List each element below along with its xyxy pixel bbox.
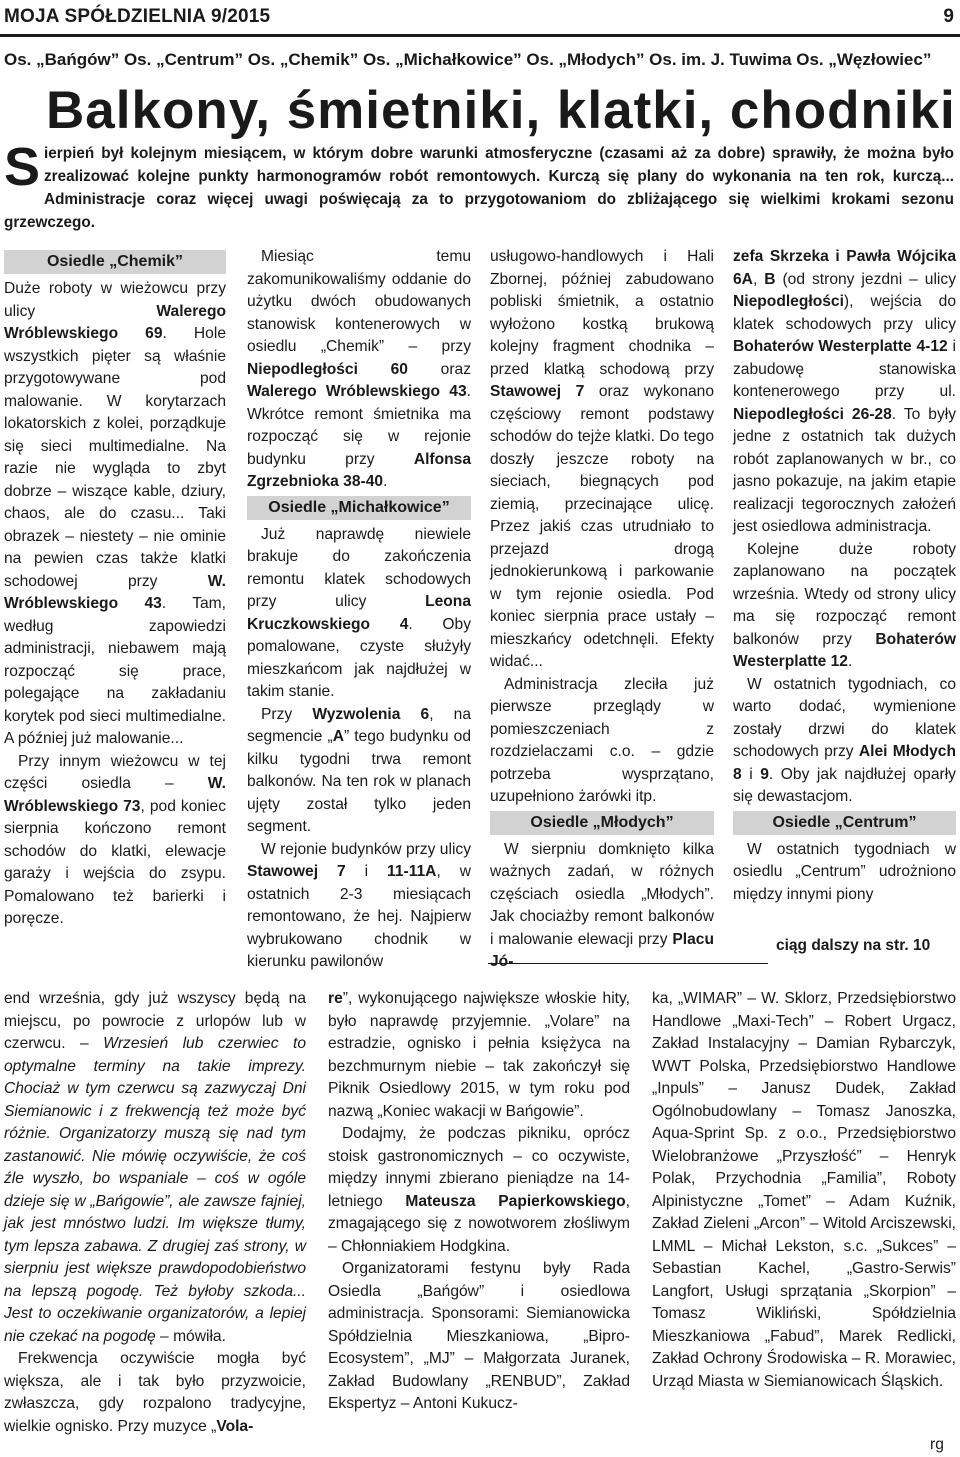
paragraph: end września, gdy już wszyscy będą na miejscu, po powrocie z urlopów lub w czerwcu. – Wrzesień lub czerwiec to optymalne terminy na takie imprezy. Chociaż w tym czerwcu są zazwyczaj Dni Siemianowic i z frekwencją też może być różnie. Organizatorzy muszą się nad tym zastanowić. Nie mówię oczywiście, że coś źle wyszło, bo wspaniale – coś w ogóle dzieje się w „Bańgowie”, ale zawsze fajniej, jak jest mnóstwo ludzi. Im większe tłumy, tym lepsza zabawa. Z drugiej zaś strony, w sierpniu jest większe prawdopodobieństwo na lepszą pogodę. Też byłoby szkoda... Jest to oczekiwanie organizatorów, a lepiej nie czekać na pogodę – mówiła. — [4, 990, 306, 1345]
paragraph: Administracja zleciła już pierwsze przeglądy w pomieszczeniach z rozdzielaczami c.o. – gdzie potrzeba wysprzątano, uzupełniono żarówki itp. — [490, 675, 714, 805]
column-1 — [4, 248, 226, 931]
drop-cap: S — [4, 137, 41, 197]
continued-note: ciąg dalszy na str. 10 — [776, 937, 931, 954]
bottom-column-1 — [4, 988, 306, 1438]
estates-list: Os. „Bańgów” Os. „Centrum” Os. „Chemik” Os. „Michałkowice” Os. „Młodych” Os. im. J. Tuwima Os. „Węzłowiec” — [4, 50, 932, 69]
paragraph: W rejonie budynków przy ulicy Stawowej 7 i 11-11A, w ostatnich 2-3 miesiącach remontowano, że hej. Najpierw wybrukowano chodnik w kierunku pawilonów — [247, 840, 471, 970]
paragraph: Dodajmy, że podczas pikniku, oprócz stoisk gastronomicznych – co oczywiste, między innymi zbierano pieniądze na 14-letniego Mateusza Papierkowskiego, zmagającego się z nowotworem złośliwym – Chłonniakiem Hodgkina. — [328, 1125, 630, 1255]
section-heading-chemik: Osiedle „Chemik” — [4, 250, 226, 274]
paragraph: Już naprawdę niewiele brakuje do zakończenia remontu klatek schodowych przy ulicy Leona Kruczkowskiego 4. Oby pomalowane, czyste służyły mieszkańcom jak najdłużej w takim stanie. — [247, 525, 472, 700]
paragraph: usługowo-handlowych i Hali Zbornej, później zabudowano pobliski śmietnik, a ostatnio wyłożono kostką brukową kolejny fragment chodnika – przed klatką schodową przy Stawowej 7 oraz wykonano częściowy remont podstawy schodów do tejże klatki. Do tego doszły jeszcze roboty na sieciach, biegnących pod ziemią, przecinające ulicę. Przez jakiś czas utrudniało to przejazd drogą jednokierunkową i parkowanie w tym rejonie osiedla. Pod koniec sierpnia prace ustały – mieszkańcy odetchnęli. Efekty widać... — [490, 248, 715, 670]
paragraph: zefa Skrzeka i Pawła Wójcika 6A, B (od strony jezdni – ulicy Niepodległości), wejścia do klatek schodowych przy ulicy Bohaterów Westerplatte 4-12 i zabudowę stanowiska kontenerowego przy ul. Niepodległości 26-28. To były jedne z ostatnich tak dużych robót zaplanowanych w br., co jasno pokazuje, na jakim etapie realizacji tegorocznych założeń jest osiedlowa administracja. — [733, 248, 956, 535]
section-heading-mlodych: Osiedle „Młodych” — [490, 811, 714, 835]
paragraph: W ostatnich tygodniach, co warto dodać, wymienione zostały drzwi do klatek schodowych przy Alei Młodych 8 i 9. Oby jak najdłużej oparły się dewastacjom. — [733, 675, 956, 805]
magazine-title: MOJA SPÓŁDZIELNIA 9/2015 — [4, 6, 271, 27]
paragraph: W ostatnich tygodniach w osiedlu „Centrum” udrożniono między innymi piony — [733, 840, 956, 903]
bottom-column-2 — [328, 988, 630, 1416]
article-headline: Balkony, śmietniki, klatki, chodniki — [46, 81, 956, 140]
column-3 — [490, 246, 714, 974]
lead-text: ierpień był kolejnym miesiącem, w którym dobre warunki atmosferyczne (czasami aż za dobre) sprawiły, że można było zrealizować kolejne punkty harmonogramów robót remontowych. Kurczą się plany do wykonania na ten rok, kurczą... Administracje coraz więcej uwagi poświęcają za to przygotowaniom do zbliżającego się wielkimi krokami sezonu grzewczego. — [4, 145, 954, 231]
paragraph: Organizatorami festynu były Rada Osiedla „Bańgów” i osiedlowa administracja. Sponsorami: Siemianowicka Spółdzielnia Mieszkaniowa, „Bipro-Ecosystem”, „MJ” – Małgorzata Juranek, Zakład Budowlany „RENBUD”, Zakład Ekspertyz – Antoni Kukucz- — [328, 1260, 630, 1412]
page-header — [0, 0, 960, 37]
section-heading-michalkowice: Osiedle „Michałkowice” — [247, 496, 471, 520]
paragraph: Duże roboty w wieżowcu przy ulicy Walerego Wróblewskiego 69. Hole wszystkich pięter są właśnie przygotowywane pod malowanie. W korytarzach lokatorskich z kolei, porządkuje się sieci multimedialne. Na razie nie wygląda to zbyt dobrze – wiszące kable, dziury, chaos, ale do czasu... Taki obrazek – niestety – nie ominie na pewien czas także klatki schodowej przy W. Wróblewskiego 43. Tam, według zapowiedzi administracji, niebawem mają rozpocząć się prace, polegające na zakładaniu korytek pod sieci multimedialne. A później już malowanie... — [4, 280, 226, 747]
paragraph: Miesiąc temu zakomunikowaliśmy oddanie do użytku dwóch obudowanych stanowisk kontenerowych w osiedlu „Chemik” – przy Niepodległości 60 oraz Walerego Wróblewskiego 43. Wkrótce remont śmietnika ma rozpocząć się w rejonie budynku przy Alfonsa Zgrzebnioka 38-40. — [247, 248, 471, 490]
author-signature: rg — [930, 1436, 944, 1453]
paragraph: Frekwencja oczywiście mogła być większa, ale i tak było przyzwoicie, zwłaszcza, gdy rozpalono tradycyjne, wielkie ognisko. Przy muzyce „Vola- — [4, 1350, 306, 1435]
paragraph: W sierpniu domknięto kilka ważnych zadań, w różnych częściach osiedla „Młodych”. Jak chociażby remont balkonów i malowanie elewacji przy Placu Jó- — [490, 840, 714, 970]
bottom-column-3 — [652, 988, 956, 1393]
paragraph: Kolejne duże roboty zaplanowano na początek września. Wtedy od strony ulicy ma się rozpocząć remont balkonów przy Bohaterów Westerplatte 12. — [733, 540, 956, 670]
paragraph: Przy Wyzwolenia 6, na segmencie „A” tego budynku od kilku tygodni trwa remont balkonów. Na ten rok w planach ujęty został tylko jeden segment. — [247, 705, 472, 835]
page-number: 9 — [943, 6, 954, 27]
paragraph: re”, wykonującego największe włoskie hity, było naprawdę przyjemnie. „Volare” na estradzie, ognisko i pełnia księżyca na bezchmurnym niebie – tak zakończył się Piknik Osiedlowy 2015, w tym roku pod nazwą „Koniec wakacji w Bańgowie”. — [328, 990, 630, 1120]
column-2 — [247, 246, 471, 974]
paragraph: Przy innym wieżowcu w tej części osiedla – W. Wróblewskiego 73, pod koniec sierpnia kończono remont schodów do klatki, elewacje garaży i wejścia do zsypu. Pomalowano też barierki i poręcze. — [4, 752, 226, 927]
column-4 — [733, 246, 956, 906]
section-heading-centrum: Osiedle „Centrum” — [733, 811, 956, 835]
article-lead — [4, 137, 954, 234]
paragraph: ka, „WIMAR” – W. Sklorz, Przedsiębiorstwo Handlowe „Maxi-Tech” – Robert Urgacz, Zakład Instalacyjny – Damian Rybarczyk, WWT Polska, Przedsiębiorstwo Handlowe „Inpuls” – Janusz Dudek, Zakład Ogólnobudowlany – Tomasz Janoszka, Aqua-Sprint Sp. z o.o., Przedsiębiorstwo Wielobranżowe „Przyszłość” – Henryk Polak, Przychodnia „Familia”, Roboty Alpinistyczne „Tomet” – Adam Kuźnik, Zakład Zieleni „Arcon” – Witold Arciszewski, LMML – Michał Lekston, s.c. „Sukces” – Sebastian Kachel, „Gastro-Serwis” Langfort, Usługi sprzątania „Skorpion” – Tomasz Wikliński, Spółdzielnia Mieszkaniowa „Fabud”, Marek Redlicki, Zakład Ochrony Środowiska – R. Morawiec, Urząd Miasta w Siemianowicach Śląskich. — [652, 990, 956, 1390]
divider-line — [488, 963, 768, 964]
